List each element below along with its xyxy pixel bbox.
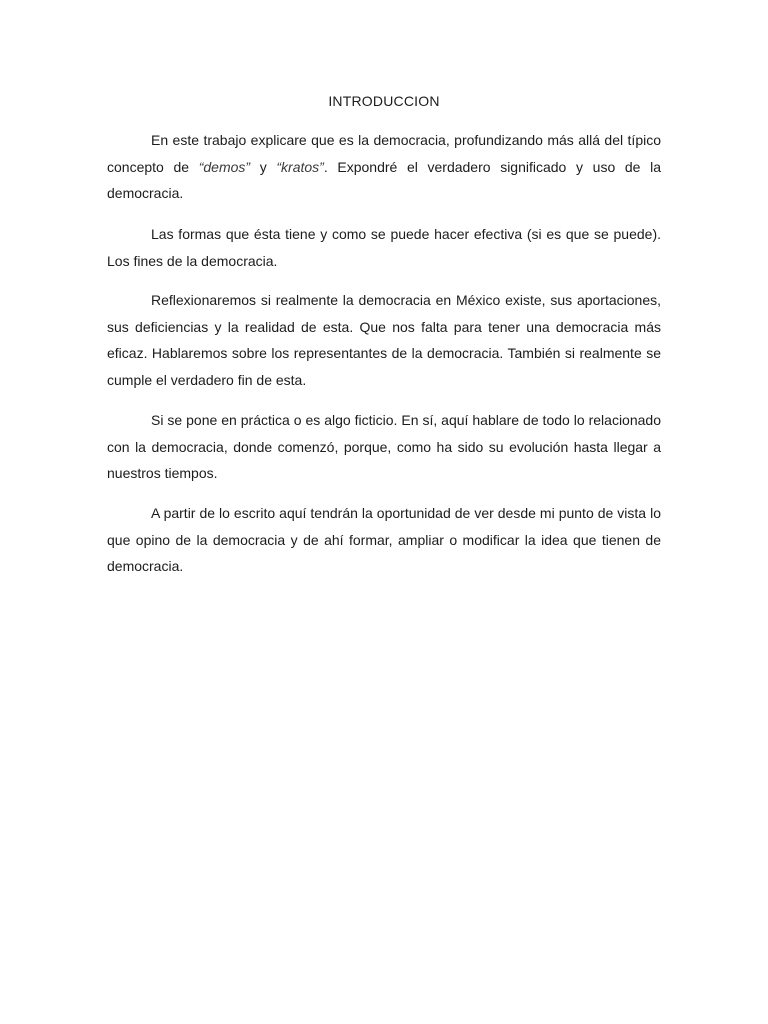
paragraph-1-conjunction: y	[250, 158, 277, 175]
document-title: INTRODUCCION	[328, 93, 440, 109]
paragraph-4: Si se pone en práctica o es algo ficticio. En sí, aquí hablare de todo lo relacionado con la democracia, donde comenzó, porque, como ha sido su evolución hasta llegar a nuestros tiempos.	[107, 412, 661, 482]
term-kratos: “kratos”	[276, 158, 324, 175]
paragraph-5: A partir de lo escrito aquí tendrán la oportunidad de ver desde mi punto de vista lo que opino de la democracia y de ahí formar, ampliar o modificar la idea que tienen de democracia.	[107, 505, 661, 575]
paragraph-1	[107, 127, 661, 207]
paragraph-2: Las formas que ésta tiene y como se puede hacer efectiva (si es que se puede). Los fines de la democracia.	[107, 226, 661, 269]
paragraph-1-text-end: . Expondré el verdadero significado y uso de la democracia.	[107, 158, 661, 202]
term-demos: “demos”	[198, 158, 251, 175]
paragraph-1-text-start: En este trabajo explicare que es la democracia, profundizando más allá del típico concepto de	[107, 132, 661, 175]
paragraph-3: Reflexionaremos si realmente la democracia en México existe, sus aportaciones, sus deficiencias y la realidad de esta. Que nos falta para tener una democracia más eficaz. Hablaremos sobre los representantes de la democracia. También si realmente se cumple el verdadero fin de esta.	[107, 292, 661, 389]
